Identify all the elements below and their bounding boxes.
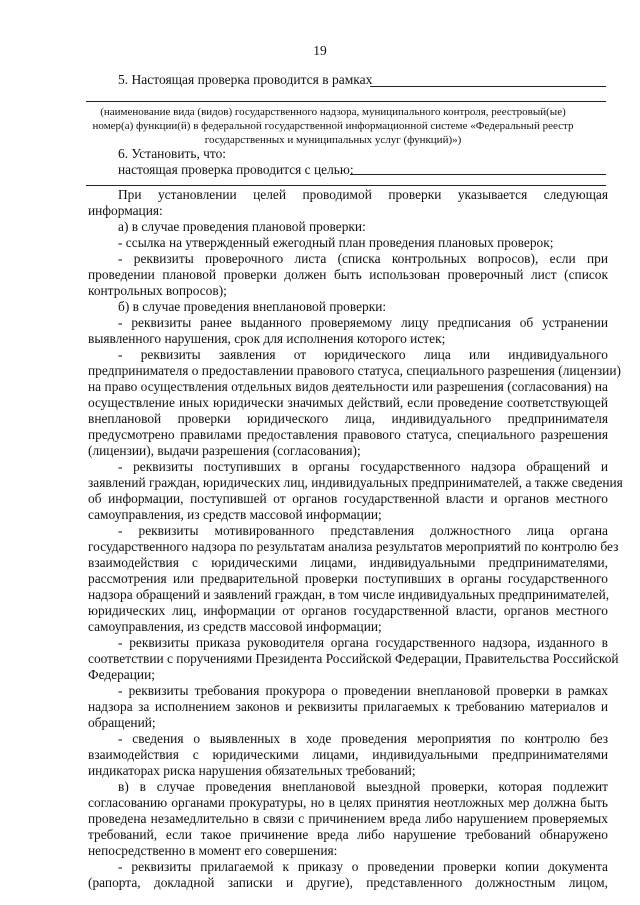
purpose-text: настоящая проверка проводится с целью: <box>118 162 354 177</box>
body-line: - реквизиты приказа руководителя органа государственного надзора, изданного в <box>118 635 608 650</box>
body-line: обращений; <box>88 715 156 730</box>
body-line: контрольных вопросов); <box>88 283 227 298</box>
body-line: - реквизиты мотивированного представления должностного лица органа <box>118 523 608 538</box>
body-line: государственного надзора по результатам анализа результатов мероприятий по контролю без <box>88 539 619 554</box>
body-line: информация: <box>88 203 163 218</box>
body-line: надзора за исполнением законов и реквизиты прилагаемых к требованию материалов и <box>88 699 608 714</box>
body-line: проведении плановой проверки должен быть использован проверочный лист (список <box>88 267 608 282</box>
body-line: а) в случае проведения плановой проверки: <box>118 219 366 234</box>
body-line: непосредственно в момент его совершения: <box>88 843 338 858</box>
body-line: (лицензии), выдачи разрешения (согласования); <box>88 443 361 458</box>
body-line: проведена незамедлительно в связи с причинением вреда либо нарушением проверяемых <box>88 811 608 826</box>
body-line: Федерации; <box>88 667 155 682</box>
body-line: требований, если такое причинение вреда либо нарушение требований обнаружено <box>88 827 608 842</box>
body-line: самоуправления, из средств массовой информации; <box>88 507 382 522</box>
body-line: - ссылка на утвержденный ежегодный план проведения плановых проверок; <box>118 235 554 250</box>
body-line: - сведения о выявленных в ходе проведения мероприятия по контролю без <box>118 731 608 746</box>
body-line: юридических лиц, информации от органов государственной власти, органов местного <box>88 603 608 618</box>
note-line-2: номер(а) функции(й) в федеральной государственной информационной системе «Федеральный реестр <box>92 120 574 132</box>
body-line: рассмотрения или предварительной проверки поступивших в органы государственного <box>88 571 608 586</box>
body-line: б) в случае проведения внеплановой проверки: <box>118 299 387 314</box>
purpose-fill-line-2 <box>86 185 606 186</box>
body-line: выявленного нарушения, срок для исполнения которого истек; <box>88 331 446 346</box>
body-line: заявлений граждан, юридических лиц, индивидуальных предпринимателей, а также сведения <box>88 475 623 490</box>
body-line: надзора обращений и заявлений граждан, в том числе индивидуальных предпринимателей, <box>88 587 610 602</box>
page-number: 19 <box>313 43 327 58</box>
item-5-fill-line <box>370 86 606 87</box>
body-line: соответствии с поручениями Президента Российской Федерации, Правительства Российской <box>88 651 619 666</box>
note-line-1: (наименование вида (видов) государственного надзора, муниципального контроля, реестровый(ые) <box>100 106 566 118</box>
body-line: - реквизиты проверочного листа (списка контрольных вопросов), если при <box>118 251 608 266</box>
body-line: - реквизиты поступивших в органы государственного надзора обращений и <box>118 459 608 474</box>
body-line: самоуправления, из средств массовой информации; <box>88 619 382 634</box>
body-line: внеплановой проверки юридического лица, индивидуального предпринимателя <box>88 411 608 426</box>
body-line: - реквизиты заявления от юридического лица или индивидуального <box>118 347 608 362</box>
body-line: взаимодействия с юридическими лицами, индивидуальными предпринимателями, <box>88 555 608 570</box>
body-line: (рапорта, докладной записки и другие), представленного должностным лицом, <box>88 875 608 890</box>
body-line: При установлении целей проводимой проверки указывается следующая <box>118 187 608 202</box>
body-line: - реквизиты ранее выданного проверяемому лицу предписания об устранении <box>118 315 608 330</box>
body-line: - реквизиты требования прокурора о проведении внеплановой проверки в рамках <box>118 683 608 698</box>
body-line: предпринимателя о предоставлении правового статуса, специального разрешения (лицензии) <box>88 363 621 378</box>
body-line: согласованию органами прокуратуры, но в целях принятия неотложных мер должна быть <box>88 795 608 810</box>
body-line: осуществление иных юридически значимых действий, если проведение соответствующей <box>88 395 608 410</box>
item-5-text: 5. Настоящая проверка проводится в рамках <box>118 72 373 87</box>
body-line: в) в случае проведения внеплановой выездной проверки, которая подлежит <box>118 779 608 794</box>
body-line: индикаторах риска нарушения обязательных требований; <box>88 763 416 778</box>
item-6-text: 6. Установить, что: <box>118 146 226 161</box>
body-line: - реквизиты прилагаемой к приказу о проведении проверки копии документа <box>118 859 608 874</box>
item-5-fill-line-2 <box>86 101 606 102</box>
note-line-3: государственных и муниципальных услуг (функций)») <box>204 134 462 146</box>
purpose-fill-line <box>350 174 606 175</box>
body-line: взаимодействия с юридическими лицами, индивидуальными предпринимателями <box>88 747 608 762</box>
body-line: на право осуществления отдельных видов деятельности или разрешения (согласования) на <box>88 379 608 394</box>
body-line: об информации, поступившей от органов государственной власти и органов местного <box>88 491 608 506</box>
body-line: предусмотрено правилами предоставления правового статуса, специального разрешения <box>88 427 608 442</box>
